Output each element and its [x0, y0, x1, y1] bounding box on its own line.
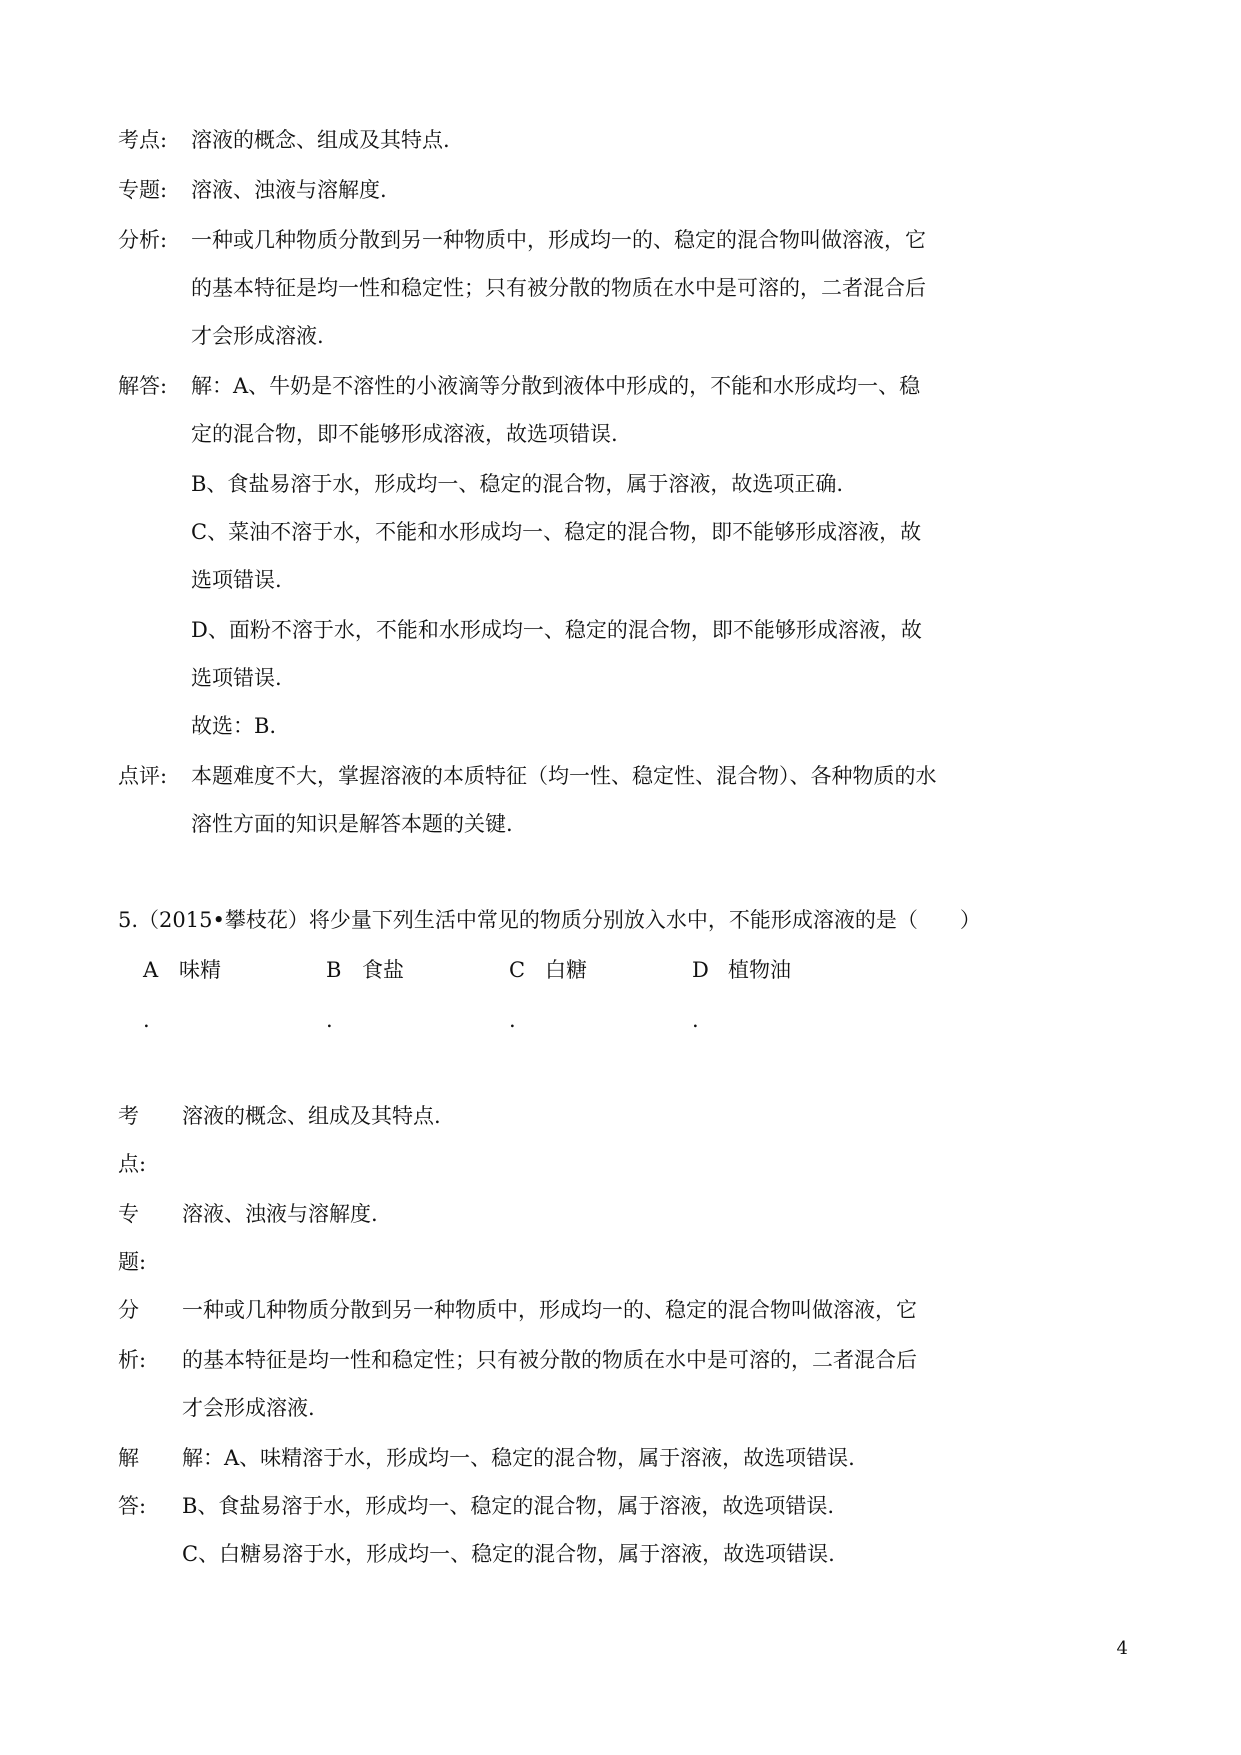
jieda-line: 定的混合物，即不能够形成溶液，故选项错误. — [191, 422, 618, 446]
page-number: 4 — [1116, 1638, 1128, 1659]
jieda-line: C、菜油不溶于水，不能和水形成均一、稳定的混合物，即不能够形成溶液，故 — [191, 520, 922, 544]
option-letter: B — [326, 958, 342, 982]
kaodian-text: 溶液的概念、组成及其特点. — [191, 128, 450, 152]
fenxi-line: 一种或几种物质分散到另一种物质中，形成均一的、稳定的混合物叫做溶液，它 — [191, 228, 926, 252]
jieda-line: 选项错误. — [191, 666, 282, 690]
dianping-line: 本题难度不大，掌握溶液的本质特征（均一性、稳定性、混合物）、各种物质的水 — [191, 764, 937, 788]
fenxi-line: 的基本特征是均一性和稳定性；只有被分散的物质在水中是可溶的，二者混合后 — [182, 1348, 917, 1372]
option-letter: D — [692, 958, 709, 982]
option-b-dot: . — [326, 1008, 333, 1032]
jieda-line: 解：A、牛奶是不溶性的小液滴等分散到液体中形成的，不能和水形成均一、稳 — [191, 374, 921, 398]
dianping-label: 点评: — [118, 764, 168, 788]
jieda-label-bottom: 答: — [118, 1494, 147, 1518]
option-letter: C — [509, 958, 526, 982]
kaodian-label-top: 考 — [118, 1104, 139, 1128]
option-letter: A — [143, 958, 159, 982]
jieda-line: 解：A、味精溶于水，形成均一、稳定的混合物，属于溶液，故选项错误. — [182, 1446, 855, 1470]
option-d-dot: . — [692, 1008, 699, 1032]
jieda-line: B、食盐易溶于水，形成均一、稳定的混合物，属于溶液，故选项正确. — [191, 472, 844, 496]
dianping-line: 溶性方面的知识是解答本题的关键. — [191, 812, 513, 836]
option-text: 食盐 — [362, 958, 404, 982]
fenxi-line: 的基本特征是均一性和稳定性；只有被分散的物质在水中是可溶的，二者混合后 — [191, 276, 926, 300]
jieda-line: B、食盐易溶于水，形成均一、稳定的混合物，属于溶液，故选项错误. — [182, 1494, 835, 1518]
jieda-line: 选项错误. — [191, 568, 282, 592]
kaodian-label: 考点: — [118, 128, 168, 152]
zhuanti-label-top: 专 — [118, 1202, 139, 1226]
zhuanti-label-bottom: 题: — [118, 1250, 147, 1274]
zhuanti-text: 溶液、浊液与溶解度. — [191, 178, 387, 202]
option-c — [509, 956, 587, 984]
option-b — [326, 956, 404, 984]
jieda-line: C、白糖易溶于水，形成均一、稳定的混合物，属于溶液，故选项错误. — [182, 1542, 835, 1566]
option-a-dot: . — [143, 1008, 150, 1032]
jieda-line: D、面粉不溶于水，不能和水形成均一、稳定的混合物，即不能够形成溶液，故 — [191, 618, 922, 642]
fenxi-label: 分析: — [118, 228, 168, 252]
jieda-label: 解答: — [118, 374, 168, 398]
jieda-line: 故选：B. — [191, 714, 277, 738]
option-text: 植物油 — [728, 958, 791, 982]
kaodian-label-bottom: 点: — [118, 1152, 147, 1176]
question-stem: 5.（2015•攀枝花）将少量下列生活中常见的物质分别放入水中，不能形成溶液的是（ ） — [118, 908, 981, 932]
zhuanti-label: 专题: — [118, 178, 168, 202]
zhuanti-text: 溶液、浊液与溶解度. — [182, 1202, 378, 1226]
kaodian-text: 溶液的概念、组成及其特点. — [182, 1104, 441, 1128]
option-a — [143, 956, 221, 984]
fenxi-line: 才会形成溶液. — [182, 1396, 315, 1420]
option-c-dot: . — [509, 1008, 516, 1032]
option-text: 味精 — [179, 958, 221, 982]
option-d — [692, 956, 791, 984]
fenxi-line: 一种或几种物质分散到另一种物质中，形成均一的、稳定的混合物叫做溶液，它 — [182, 1298, 917, 1322]
option-text: 白糖 — [545, 958, 587, 982]
fenxi-label-bottom: 析: — [118, 1348, 147, 1372]
fenxi-line: 才会形成溶液. — [191, 324, 324, 348]
fenxi-label-top: 分 — [118, 1298, 139, 1322]
jieda-label-top: 解 — [118, 1446, 139, 1470]
